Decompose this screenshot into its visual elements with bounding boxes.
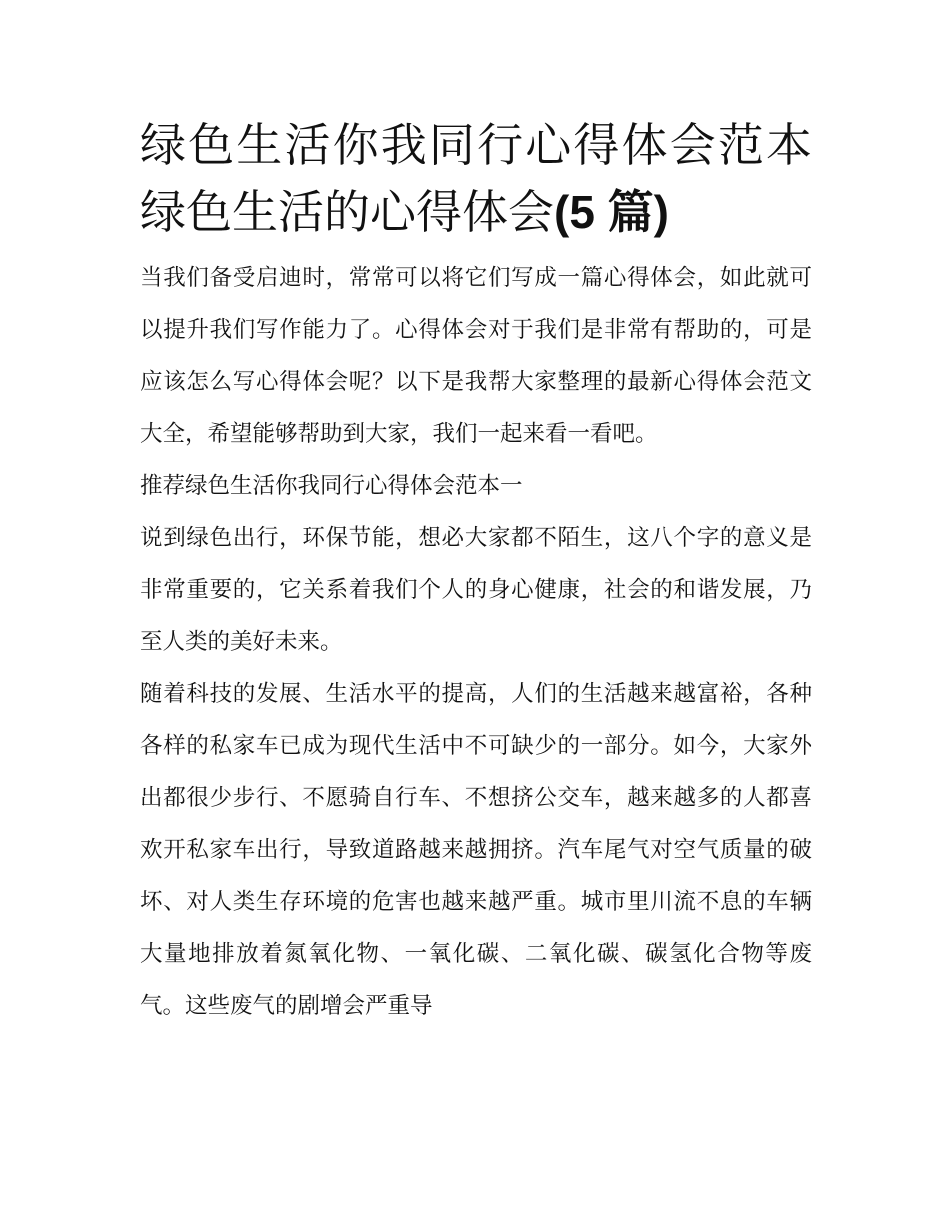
document-body (140, 112, 812, 1032)
intro-paragraph: 当我们备受启迪时，常常可以将它们写成一篇心得体会，如此就可以提升我们写作能力了。心得体会对于我们是非常有帮助的，可是应该怎么写心得体会呢？以下是我帮大家整理的最新心得体会范文大全，希望能够帮助到大家，我们一起来看一看吧。 (140, 265, 812, 447)
section-heading: 推荐绿色生活你我同行心得体会范本一 (140, 473, 523, 499)
document-title (140, 112, 812, 246)
body-paragraph-2: 随着科技的发展、生活水平的提高，人们的生活越来越富裕，各种各样的私家车已成为现代生活中不可缺少的一部分。如今，大家外出都很少步行、不愿骑自行车、不想挤公交车，越来越多的人都喜欢开私家车出行，导致道路越来越拥挤。汽车尾气对空气质量的破坏、对人类生存环境的危害也越来越严重。城市里川流不息的车辆大量地排放着氮氧化物、一氧化碳、二氧化碳、碳氢化合物等废气。这些废气的剧增会严重导 (140, 681, 812, 1019)
body-paragraph-1: 说到绿色出行，环保节能，想必大家都不陌生，这八个字的意义是非常重要的，它关系着我们个人的身心健康，社会的和谐发展，乃至人类的美好未来。 (140, 525, 812, 655)
document-title-text: 绿色生活你我同行心得体会范本 绿色生活的心得体会 (140, 118, 812, 239)
document-title-count: (5 篇) (554, 186, 669, 238)
